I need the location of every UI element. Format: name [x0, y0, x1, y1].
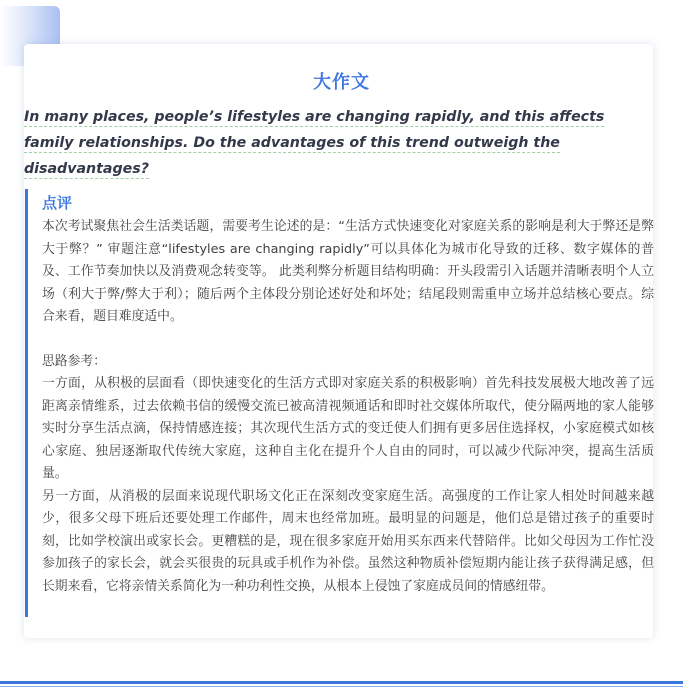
ideas-label: 思路参考： [42, 353, 106, 369]
essay-prompt [24, 104, 649, 182]
paragraph-gap [42, 329, 654, 351]
page-title: 大作文 [313, 72, 370, 93]
idea-paragraph-positive: 一方面，从积极的层面看（即快速变化的生活方式即对家庭关系的积极影响）首先科技发展极大地改善了远距离亲情维系，过去依赖书信的缓慢交流已被高清视频通话和即时社交媒体所取代，使分隔两地的家人能够实时分享生活点滴，保持情感连接；其次现代生活方式的变迁使人们拥有更多居住选择权，小家庭模式如核心家庭、独居逐渐取代传统大家庭，这种自主化在提升个人自由的同时，可以减少代际冲突，提高生活质量。 [42, 376, 654, 481]
bottom-divider [0, 681, 683, 684]
bottom-divider-thin [0, 686, 683, 687]
review-body [42, 216, 654, 598]
review-section [25, 189, 656, 617]
review-intro: 本次考试聚焦社会生活类话题，需要考生论述的是：“生活方式快速变化对家庭关系的影响是利大于弊还是弊大于弊？” 审题注意“lifestyles are changing rapidly”可以具体化为城市化导致的迁移、数字媒体的普及、工作节奏加快以及消费观念转变等。 此类利弊分析题目结构明确：开头段需引入话题并清晰表明个人立场（利大于弊/弊大于利）；随后两个主体段分别论述好处和坏处；结尾段则需重申立场并总结核心要点。综合来看，题目难度适中。 [42, 219, 654, 324]
essay-prompt-text: In many places, people’s lifestyles are changing rapidly, and this affects family relationships. Do the advantages of this trend outweigh the disadvantages? [24, 109, 605, 177]
idea-paragraph-negative: 另一方面，从消极的层面来说现代职场文化正在深刻改变家庭生活。高强度的工作让家人相处时间越来越少，很多父母下班后还要处理工作邮件，周末也经常加班。最明显的问题是，他们总是错过孩子的重要时刻，比如学校演出或家长会。更糟糕的是，现在很多家庭开始用买东西来代替陪伴。比如父母因为工作忙没参加孩子的家长会，就会买很贵的玩具或手机作为补偿。虽然这种物质补偿短期内能让孩子获得满足感，但长期来看，它将亲情关系简化为一种功利性交换，从根本上侵蚀了家庭成员间的情感纽带。 [42, 488, 654, 594]
review-heading: 点评 [42, 194, 73, 212]
